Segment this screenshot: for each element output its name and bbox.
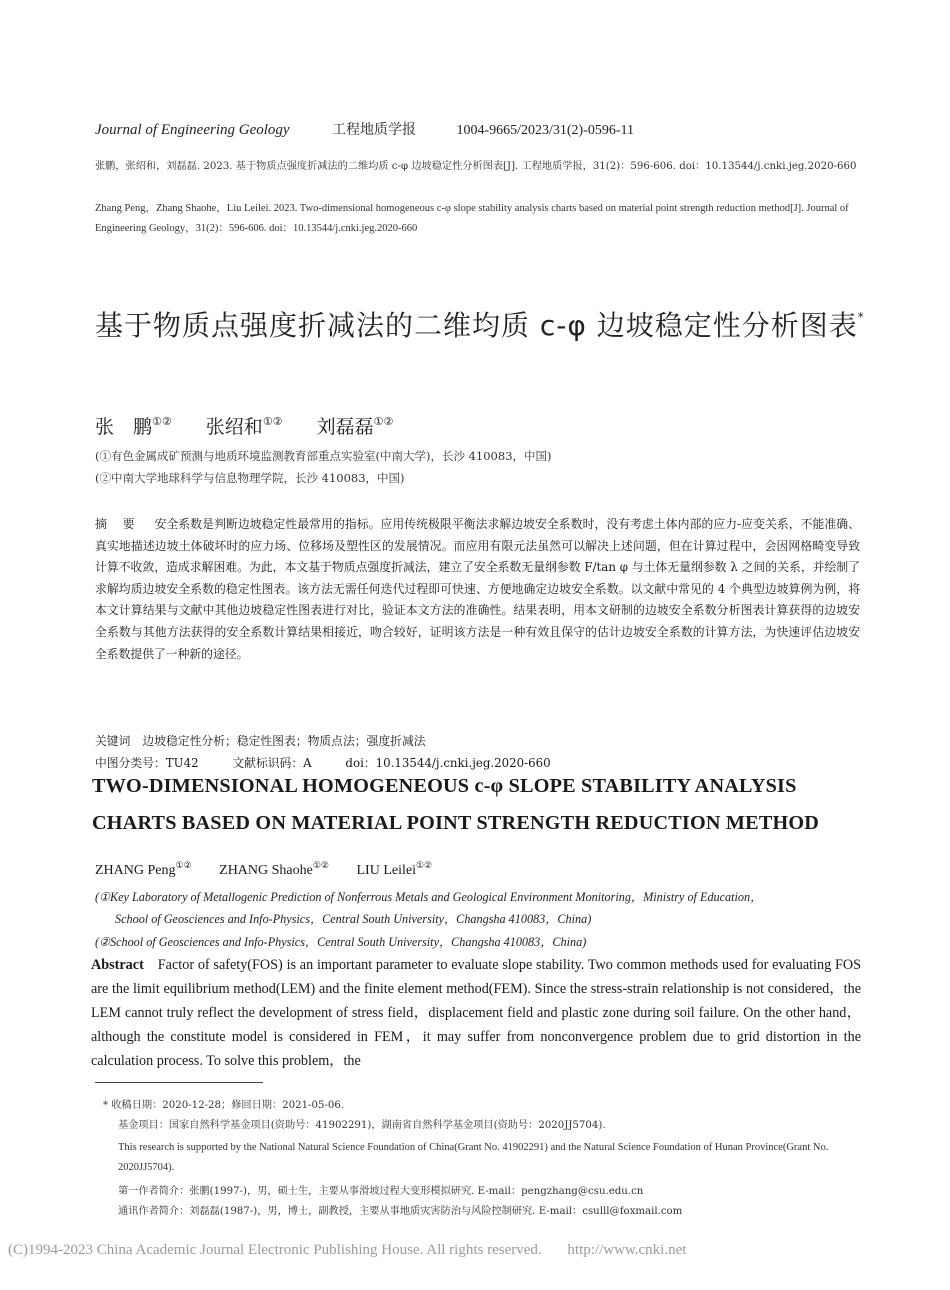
journal-name-cn: 工程地质学报 — [332, 122, 416, 138]
doi: doi：10.13544/j.cnki.jeg.2020-660 — [345, 756, 551, 770]
affiliation-en-1: (①Key Laboratory of Metallogenic Prediction of Nonferrous Metals and Geological Environment Monitoring，Ministry of Education， — [95, 890, 763, 904]
authors-en — [95, 860, 456, 879]
author-en: LIU Leilei①② — [356, 860, 433, 878]
title-cn-text: 基于物质点强度折减法的二维均质 c-φ 边坡稳定性分析图表 — [95, 309, 858, 342]
title-footnote-mark: * — [857, 310, 865, 324]
document-code: 文献标识码：A — [232, 756, 312, 770]
abstract-en-label: Abstract — [91, 957, 144, 973]
author-en: ZHANG Peng①② — [95, 860, 192, 878]
clc-number: 中图分类号：TU42 — [95, 756, 199, 770]
abstract-cn-text: 安全系数是判断边坡稳定性最常用的指标。应用传统极限平衡法求解边坡安全系数时，没有考虑土体内部的应力-应变关系，不能准确、真实地描述边坡土体破坏时的应力场、位移场及塑性区的发展情况。而应用有限元法虽然可以解决上述问题，但在计算过程中，会因网格畸变导致计算不收敛，造成求解困难。为此，本文基于物质点强度折减法，建立了安全系数无量纲参数 F/tan φ 与土体无量纲参数 λ 之间的关系，并绘制了求解均质边坡安全系数的稳定性图表。该方法无需任何迭代过程即可快速、方便地确定边坡安全系数。以文献中常见的 4 个典型边坡算例为例，将本文计算结果与文献中其他边坡稳定性图表进行对比，验证本文方法的准确性。结果表明，用本文研制的边坡安全系数分析图表计算获得的边坡安全系数与其他方法获得的安全系数计算结果相接近，吻合较好，证明该方法是一种有效且保守的估计边坡安全系数的计算方法，为快速评估边坡安全系数提供了一种新的途径。 — [95, 517, 860, 661]
running-header — [95, 119, 855, 139]
authors-cn — [95, 412, 421, 439]
keywords — [95, 732, 426, 749]
title-cn — [95, 296, 865, 347]
abstract-en — [91, 953, 861, 1073]
abstract-cn — [95, 514, 860, 665]
author-cn: 张 鹏①② — [95, 415, 172, 438]
affiliation-en-2: (②School of Geosciences and Info-Physics，Central South University，Changsha 410083，China) — [95, 935, 587, 949]
affiliation-cn-1: (①有色金属成矿预测与地质环境监测教育部重点实验室(中南大学)，长沙 410083，中国) — [95, 449, 552, 463]
citation-en: Zhang Peng，Zhang Shaohe，Liu Leilei. 2023. Two-dimensional homogeneous c-φ slope stability analysis charts based on material point strength reduction method[J]. Journal of Engineering Geology，31(2)：596-606. doi：10.13544/j.cnki.jeg.2020-660 — [95, 203, 849, 234]
abstract-en-text: Factor of safety(FOS) is an important parameter to evaluate slope stability. Two common methods used for evaluating FOS are the limit equilibrium method(LEM) and the finite element method(FEM). Since the stress-strain relationship is not considered，the LEM cannot truly reflect the development of stress field，displacement field and plastic zone during soil failure. On the other hand，although the constitute model is considered in FEM，it may suffer from nonconvergence problem due to grid distortion in the calculation process. To solve this problem，the — [91, 957, 861, 1069]
keywords-text: 边坡稳定性分析；稳定性图表；物质点法；强度折减法 — [142, 734, 426, 748]
journal-name: Journal of Engineering Geology — [95, 122, 290, 138]
citation-cn: 张鹏，张绍和，刘磊磊. 2023. 基于物质点强度折减法的二维均质 c-φ 边坡稳定性分析图表[J]. 工程地质学报，31(2)：596-606. doi：10.13544/j.cnki.jeg.2020-660 — [95, 161, 857, 172]
affiliation-en-1-cont: School of Geosciences and Info-Physics，Central South University，Changsha 410083，China) — [115, 912, 592, 926]
copyright-url: http://www.cnki.net — [567, 1242, 687, 1258]
copyright-watermark — [8, 1242, 943, 1259]
footnote-corresponding-author: 通讯作者简介：刘磊磊(1987-)，男，博士，副教授，主要从事地质灾害防治与风险控制研究. E-mail：csulll@foxmail.com — [118, 1206, 683, 1217]
issn: 1004-9665/2023/31(2)-0596-11 — [456, 123, 635, 138]
footnote-first-author: 第一作者简介：张鹏(1997-)，男，硕士生，主要从事滑坡过程大变形模拟研究. E-mail：pengzhang@csu.edu.cn — [118, 1186, 644, 1197]
author-en: ZHANG Shaohe①② — [219, 860, 329, 878]
footnote-received: * 收稿日期：2020-12-28；修回日期：2021-05-06. — [103, 1100, 345, 1111]
author-cn: 张绍和①② — [205, 415, 283, 438]
title-en: TWO-DIMENSIONAL HOMOGENEOUS c-φ SLOPE STABILITY ANALYSIS CHARTS BASED ON MATERIAL POINT STRENGTH REDUCTION METHOD — [92, 775, 820, 834]
abstract-cn-label: 摘 要 — [95, 517, 141, 531]
footnote-funding-en: This research is supported by the National Natural Science Foundation of China(Grant No. 41902291) and the Natural Science Foundation of Hunan Province(Grant No. 2020JJ5704). — [118, 1142, 829, 1173]
affiliation-cn-2: (②中南大学地球科学与信息物理学院，长沙 410083，中国) — [95, 471, 405, 485]
author-cn: 刘磊磊①② — [316, 415, 394, 438]
keywords-label: 关键词 — [95, 734, 131, 748]
copyright-text: (C)1994-2023 China Academic Journal Electronic Publishing House. All rights reserved. — [8, 1242, 542, 1258]
footnote-funding-cn: 基金项目：国家自然科学基金项目(资助号：41902291)，湖南省自然科学基金项目(资助号：2020JJ5704). — [118, 1120, 606, 1131]
footnote-divider — [95, 1082, 263, 1083]
